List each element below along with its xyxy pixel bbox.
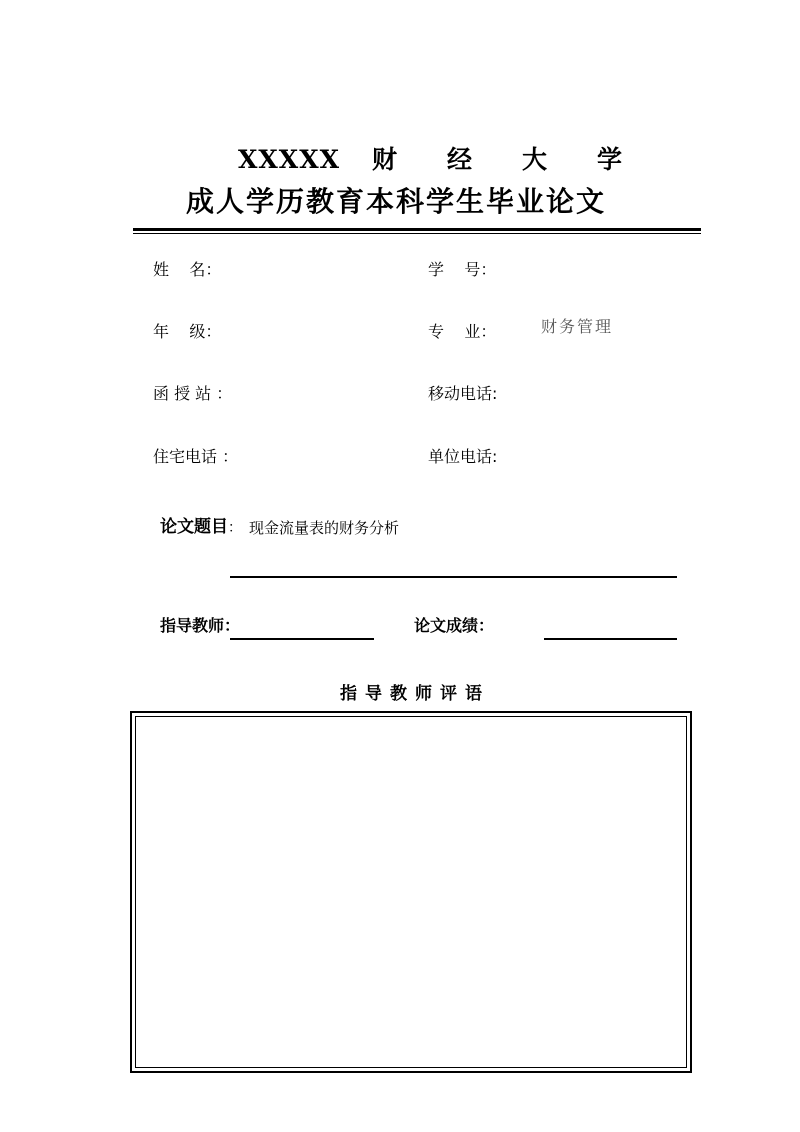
advisor-blank-line [230,638,374,640]
thesis-topic-label-text: 论文题目 [160,517,228,537]
thesis-topic-value: 现金流量表的财务分析 [249,519,400,537]
major-value: 财务管理 [541,317,614,336]
advisor-label: 指导教师： [160,616,241,635]
work-phone-label: 单位电话: [428,447,498,466]
advisor-comments-title: 指导教师评语 [340,684,490,704]
thesis-topic-underline [230,576,677,578]
major-label: 专 业： [428,322,497,341]
document-subtitle: 成人学历教育本科学生毕业论文 [186,185,607,218]
name-label: 姓 名： [153,260,222,279]
mobile-phone-label: 移动电话: [428,384,498,403]
station-label: 函 授 站 ： [153,384,233,403]
header-rule-thick [133,228,701,231]
header-rule-thin [133,233,701,234]
thesis-grade-blank-line [544,638,677,640]
thesis-topic-label [160,515,242,540]
grade-label: 年 级： [153,322,222,341]
university-name [238,143,672,177]
thesis-topic-colon: ： [228,520,242,536]
thesis-grade-label: 论文成绩： [414,616,495,635]
student-id-label: 学 号： [428,260,497,279]
university-name-latin: XXXXX [238,145,340,174]
home-phone-label: 住宅电话 ： [153,447,239,466]
university-name-cjk: 财经大学 [372,145,673,174]
advisor-comments-box[interactable] [135,716,687,1068]
